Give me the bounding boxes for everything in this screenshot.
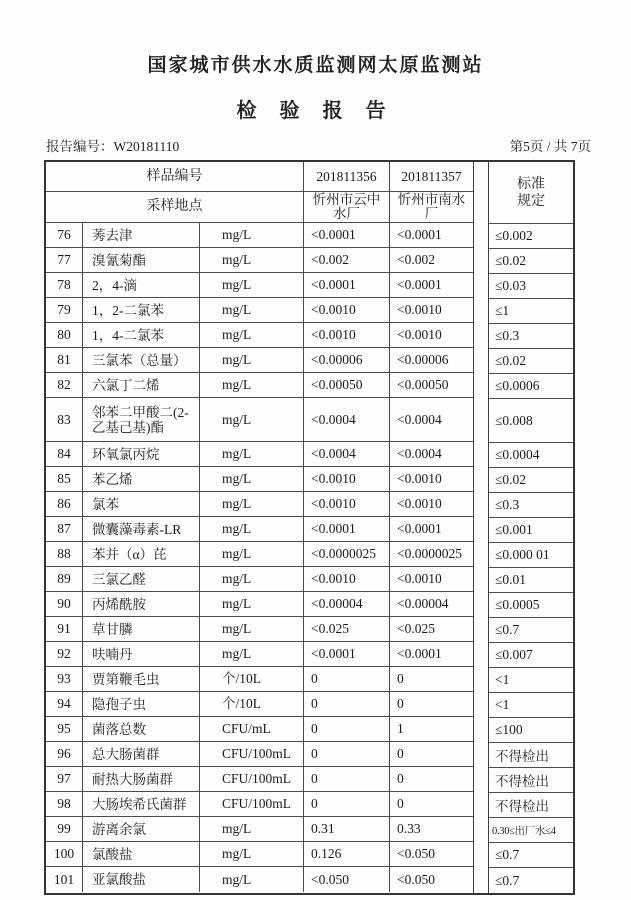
unit: mg/L <box>200 642 304 666</box>
sample1-value: <0.025 <box>304 617 390 641</box>
table-row <box>46 592 473 617</box>
parameter-name: 溴氰菊酯 <box>83 248 200 272</box>
row-index: 77 <box>46 248 83 272</box>
standard-limit: ≤0.01 <box>489 568 573 593</box>
table-row <box>46 517 473 542</box>
row-index: 101 <box>46 867 83 892</box>
table-row <box>46 273 473 298</box>
standard-limit: ≤0.0004 <box>489 443 573 468</box>
standard-limit: 不得检出 <box>489 768 573 793</box>
parameter-name: 大肠埃希氏菌群 <box>83 792 200 816</box>
table-header-row-site <box>46 192 473 223</box>
table-header-row-sample-no <box>46 162 473 192</box>
sample1-value: 0.31 <box>304 817 390 841</box>
row-index: 82 <box>46 373 83 397</box>
sample2-value: 0.33 <box>397 821 421 836</box>
sample2-value: <0.0010 <box>397 471 442 486</box>
standard-limit: ≤0.7 <box>489 843 573 868</box>
standard-limit: ≤0.000 01 <box>489 543 573 568</box>
unit: mg/L <box>200 273 304 297</box>
sample1-value: <0.050 <box>304 867 390 892</box>
row-index: 86 <box>46 492 83 516</box>
table-row <box>46 442 473 467</box>
parameter-name: 呋喃丹 <box>83 642 200 666</box>
sample1-value: 0 <box>304 692 390 716</box>
standard-limit: 0.30≤出厂水≤4 <box>489 818 573 843</box>
unit: CFU/100mL <box>200 742 304 766</box>
standard-limit: ≤100 <box>489 718 573 743</box>
unit: 个/10L <box>200 667 304 691</box>
parameter-name: 1，4-二氯苯 <box>83 323 200 347</box>
sample2-value: <0.0001 <box>397 646 442 661</box>
page-indicator: 第5页 / 共 7页 <box>509 139 591 154</box>
parameter-name: 苯并（α）芘 <box>83 542 200 566</box>
table-gap-column <box>474 162 488 893</box>
standard-header-label: 标准 规定 <box>489 162 573 224</box>
sample1-value: <0.0004 <box>304 398 390 441</box>
sample1-number: 201811356 <box>304 162 390 191</box>
table-row <box>46 667 473 692</box>
row-index: 84 <box>46 442 83 466</box>
sample2-value: 1 <box>397 721 404 736</box>
sample2-value: <0.0010 <box>397 571 442 586</box>
unit: mg/L <box>200 223 304 247</box>
parameter-name: 菌落总数 <box>83 717 200 741</box>
unit: CFU/mL <box>200 717 304 741</box>
row-index: 98 <box>46 792 83 816</box>
sample2-value: <0.025 <box>397 621 435 636</box>
unit: mg/L <box>200 567 304 591</box>
sample1-value: 0.126 <box>304 842 390 866</box>
standard-limit: ≤0.007 <box>489 643 573 668</box>
table-row <box>46 323 473 348</box>
unit: mg/L <box>200 467 304 491</box>
sample2-value: <0.050 <box>397 846 435 861</box>
row-index: 87 <box>46 517 83 541</box>
station-title: 国家城市供水水质监测网太原监测站 <box>147 55 484 76</box>
standard-limit: ≤0.3 <box>489 493 573 518</box>
unit: mg/L <box>200 842 304 866</box>
unit: mg/L <box>200 867 304 892</box>
sampling-site-header-label: 采样地点 <box>46 192 304 222</box>
parameter-name: 莠去津 <box>83 223 200 247</box>
sample2-value: <0.002 <box>397 252 435 267</box>
table-row <box>46 792 473 817</box>
unit: mg/L <box>200 517 304 541</box>
table-row <box>46 373 473 398</box>
parameter-name: 总大肠菌群 <box>83 742 200 766</box>
parameter-name: 邻苯二甲酸二(2-乙基己基)酯 <box>83 398 200 441</box>
standard-limit: 不得检出 <box>489 743 573 768</box>
sample2-value: 0 <box>397 696 404 711</box>
parameter-name: 苯乙烯 <box>83 467 200 491</box>
table-row <box>46 767 473 792</box>
parameter-name: 亚氯酸盐 <box>83 867 200 892</box>
parameter-name: 三氯乙醛 <box>83 567 200 591</box>
standard-limit: ≤0.001 <box>489 518 573 543</box>
standard-limit: ≤0.02 <box>489 468 573 493</box>
sample2-value: <0.0000025 <box>397 546 462 561</box>
sample2-value: <0.0001 <box>397 521 442 536</box>
row-index: 92 <box>46 642 83 666</box>
row-index: 100 <box>46 842 83 866</box>
parameter-name: 耐热大肠菌群 <box>83 767 200 791</box>
parameter-name: 氯酸盐 <box>83 842 200 866</box>
sample1-value: <0.0001 <box>304 273 390 297</box>
table-row <box>46 692 473 717</box>
sample2-value: <0.0004 <box>397 411 442 427</box>
sample1-value: <0.002 <box>304 248 390 272</box>
sample2-value: <0.050 <box>397 871 435 887</box>
parameter-name: 贾第鞭毛虫 <box>83 667 200 691</box>
main-table-rows <box>46 223 473 892</box>
sample2-value: <0.00004 <box>397 596 449 611</box>
unit: mg/L <box>200 323 304 347</box>
parameter-name: 2，4-滴 <box>83 273 200 297</box>
report-title: 检 验 报 告 <box>236 100 395 122</box>
unit: 个/10L <box>200 692 304 716</box>
sample1-value: <0.00004 <box>304 592 390 616</box>
sample1-value: <0.0001 <box>304 517 390 541</box>
sample2-value: <0.00006 <box>397 352 449 367</box>
standard-limit: <1 <box>489 668 573 693</box>
standard-column-rows <box>489 224 573 893</box>
standard-limit: ≤0.002 <box>489 224 573 249</box>
results-table <box>44 160 575 895</box>
unit: mg/L <box>200 542 304 566</box>
row-index: 88 <box>46 542 83 566</box>
table-row <box>46 617 473 642</box>
standard-column <box>488 162 575 893</box>
sample1-value: 0 <box>304 767 390 791</box>
row-index: 83 <box>46 398 83 441</box>
table-row <box>46 717 473 742</box>
standard-limit: ≤1 <box>489 299 573 324</box>
standard-limit: ≤0.0006 <box>489 374 573 399</box>
sample1-value: 0 <box>304 742 390 766</box>
row-index: 90 <box>46 592 83 616</box>
sample2-value: <0.0001 <box>397 277 442 292</box>
report-number-label: 报告编号： <box>46 139 114 154</box>
table-row <box>46 223 473 248</box>
unit: mg/L <box>200 348 304 372</box>
unit: mg/L <box>200 817 304 841</box>
standard-limit: ≤0.03 <box>489 274 573 299</box>
row-index: 79 <box>46 298 83 322</box>
sample1-value: <0.0004 <box>304 442 390 466</box>
standard-limit: ≤0.3 <box>489 324 573 349</box>
sample2-value: <0.0010 <box>397 302 442 317</box>
table-row <box>46 817 473 842</box>
parameter-name: 丙烯酰胺 <box>83 592 200 616</box>
unit: mg/L <box>200 592 304 616</box>
parameter-name: 隐孢子虫 <box>83 692 200 716</box>
table-row <box>46 742 473 767</box>
unit: CFU/100mL <box>200 792 304 816</box>
sample2-value: <0.0010 <box>397 327 442 342</box>
standard-limit: ≤0.7 <box>495 872 520 888</box>
sample1-value: <0.0010 <box>304 323 390 347</box>
unit: mg/L <box>200 492 304 516</box>
row-index: 97 <box>46 767 83 791</box>
unit: mg/L <box>200 617 304 641</box>
standard-limit: ≤0.7 <box>489 618 573 643</box>
unit: mg/L <box>200 442 304 466</box>
sample1-value: <0.0010 <box>304 567 390 591</box>
row-index: 81 <box>46 348 83 372</box>
parameter-name: 环氧氯丙烷 <box>83 442 200 466</box>
sample2-value: 0 <box>397 796 404 811</box>
sample2-value: <0.0010 <box>397 496 442 511</box>
sample1-value: 0 <box>304 667 390 691</box>
report-number-value: W20181110 <box>113 139 180 154</box>
sample1-value: <0.0001 <box>304 642 390 666</box>
sample1-value: <0.0001 <box>304 223 390 247</box>
parameter-name: 1，2-二氯苯 <box>83 298 200 322</box>
row-index: 95 <box>46 717 83 741</box>
parameter-name: 氯苯 <box>83 492 200 516</box>
row-index: 91 <box>46 617 83 641</box>
row-index: 93 <box>46 667 83 691</box>
table-row <box>46 298 473 323</box>
parameter-name: 草甘膦 <box>83 617 200 641</box>
sample1-value: <0.0010 <box>304 298 390 322</box>
table-row <box>46 642 473 667</box>
sample2-site: 忻州市南水厂 <box>397 192 466 221</box>
parameter-name: 六氯丁二烯 <box>83 373 200 397</box>
sample1-site: 忻州市云中水厂 <box>304 192 390 222</box>
sample1-value: <0.0010 <box>304 467 390 491</box>
row-index: 78 <box>46 273 83 297</box>
table-row <box>46 398 473 442</box>
sample1-value: <0.00050 <box>304 373 390 397</box>
standard-limit: <1 <box>489 693 573 718</box>
standard-limit: ≤0.02 <box>489 349 573 374</box>
unit: CFU/100mL <box>200 767 304 791</box>
table-row <box>46 542 473 567</box>
row-index: 89 <box>46 567 83 591</box>
table-row <box>46 842 473 867</box>
sample1-value: 0 <box>304 717 390 741</box>
sample2-value: 0 <box>397 746 404 761</box>
standard-limit: 不得检出 <box>489 793 573 818</box>
row-index: 94 <box>46 692 83 716</box>
sample1-value: 0 <box>304 792 390 816</box>
row-index: 80 <box>46 323 83 347</box>
unit: mg/L <box>200 398 304 441</box>
parameter-name: 游离余氯 <box>83 817 200 841</box>
table-row <box>46 348 473 373</box>
sample2-number: 201811357 <box>401 168 462 184</box>
standard-limit: ≤0.02 <box>489 249 573 274</box>
unit: mg/L <box>200 373 304 397</box>
report-number <box>46 135 179 155</box>
sample2-value: 0 <box>397 671 404 686</box>
sample1-value: <0.00006 <box>304 348 390 372</box>
unit: mg/L <box>200 248 304 272</box>
sample1-value: <0.0010 <box>304 492 390 516</box>
parameter-name: 三氯苯（总量） <box>83 348 200 372</box>
sample2-value: <0.00050 <box>397 377 449 392</box>
standard-limit: ≤0.0005 <box>489 593 573 618</box>
sample2-value: <0.0001 <box>397 227 442 242</box>
sample2-value: <0.0004 <box>397 446 442 461</box>
table-row <box>46 567 473 592</box>
table-row <box>46 867 473 892</box>
row-index: 96 <box>46 742 83 766</box>
sample-no-header-label: 样品编号 <box>46 162 304 191</box>
report-meta <box>46 135 591 155</box>
table-row <box>46 248 473 273</box>
standard-limit: ≤0.008 <box>489 399 573 443</box>
table-row <box>46 467 473 492</box>
row-index: 76 <box>46 223 83 247</box>
sample2-value: 0 <box>397 771 404 786</box>
main-table <box>44 162 474 893</box>
row-index: 99 <box>46 817 83 841</box>
row-index: 85 <box>46 467 83 491</box>
unit: mg/L <box>200 298 304 322</box>
sample1-value: <0.0000025 <box>304 542 390 566</box>
table-row <box>46 492 473 517</box>
parameter-name: 微囊藻毒素-LR <box>83 517 200 541</box>
